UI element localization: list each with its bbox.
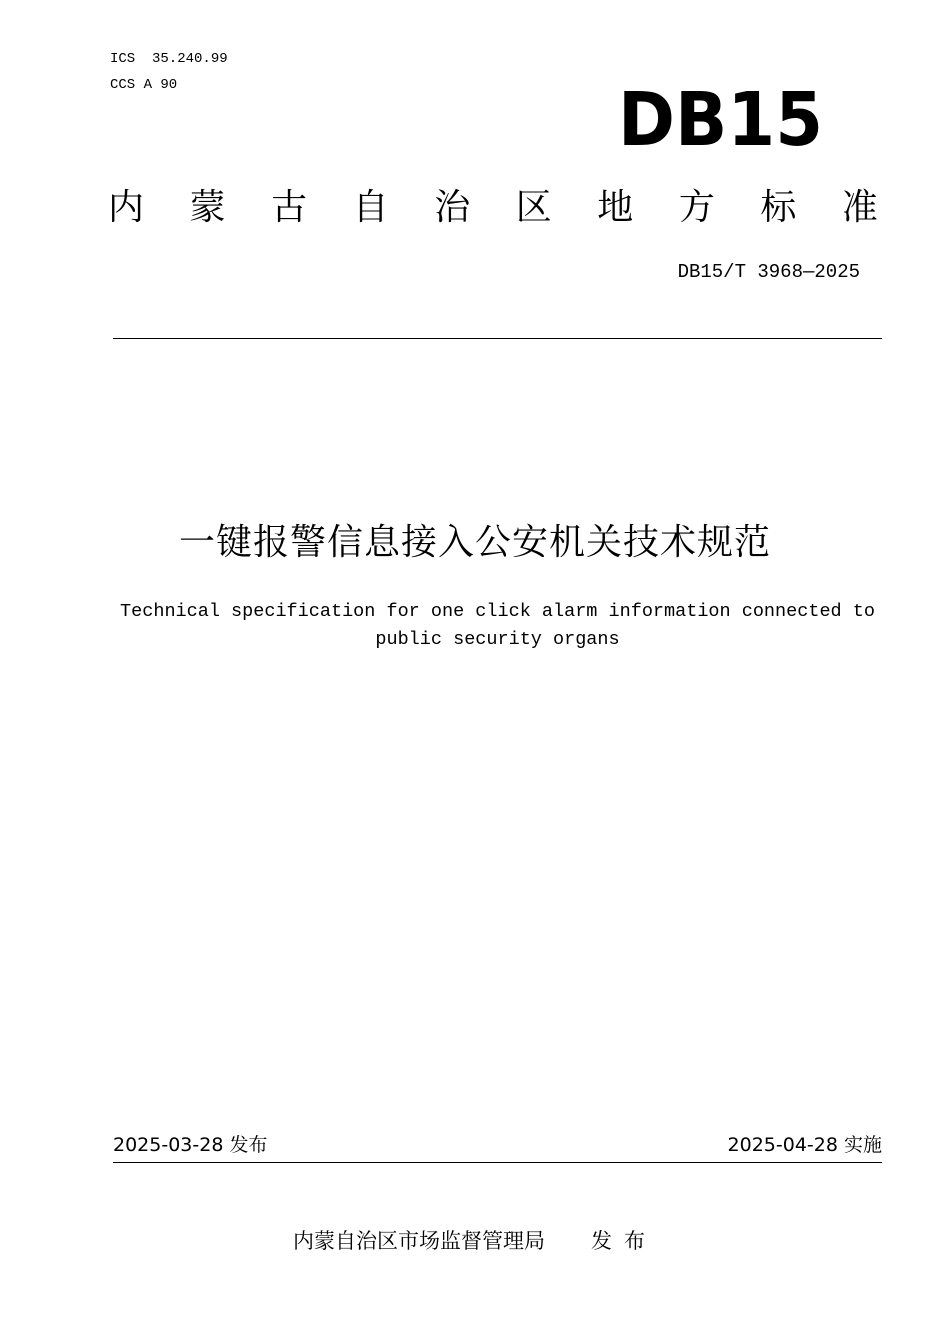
standard-type-char: 自 (352, 187, 389, 228)
standard-type-char: 蒙 (189, 187, 226, 228)
standard-type-char: 古 (271, 187, 308, 228)
classification-codes (110, 46, 228, 98)
standard-type-char: 准 (841, 187, 878, 228)
ics-code: ICS 35.240.99 (110, 51, 228, 67)
issuing-authority (0, 1226, 950, 1256)
db15-logo-text: DB15 (618, 82, 823, 157)
implementation-date: 2025-04-28 实施 (727, 1134, 882, 1156)
standard-type-char: 方 (678, 187, 715, 228)
issue-date: 2025-03-28 发布 (113, 1134, 268, 1156)
issuer-name: 内蒙自治区市场监督管理局 (293, 1229, 545, 1253)
standard-type-char: 内 (108, 187, 145, 228)
document-title-chinese: 一键报警信息接入公安机关技术规范 (178, 522, 771, 563)
top-divider (113, 338, 882, 339)
standard-code: DB15/T 3968—2025 (677, 261, 860, 283)
document-title-english (100, 598, 895, 654)
english-title-line: public security organs (375, 629, 620, 650)
issuer-action: 发布 (591, 1229, 657, 1253)
standard-type-heading (108, 180, 878, 236)
standard-type-char: 标 (760, 187, 797, 228)
ccs-code: CCS A 90 (110, 77, 178, 93)
english-title-line: Technical specification for one click alarm information connected to (120, 601, 875, 622)
standard-type-char: 区 (515, 187, 552, 228)
db15-logo (618, 82, 828, 157)
bottom-divider (113, 1162, 882, 1163)
standard-type-char: 治 (434, 187, 471, 228)
standard-type-char: 地 (597, 187, 634, 228)
